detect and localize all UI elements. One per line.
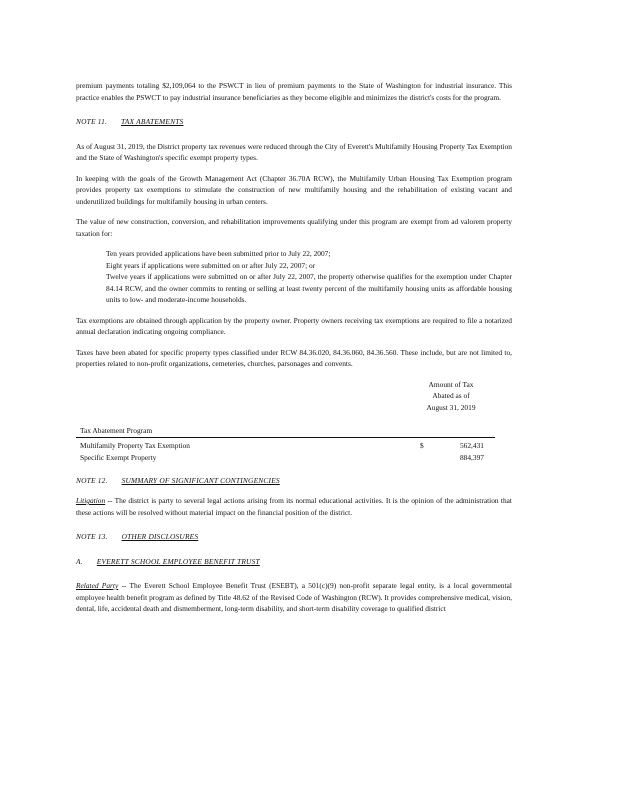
table-row-program: Specific Exempt Property	[80, 452, 157, 462]
bullet-square-icon	[88, 260, 95, 272]
table-row-amount: 884,397	[459, 452, 484, 462]
bullet-square-icon	[88, 271, 95, 283]
exemption-terms-list	[76, 248, 512, 306]
note-13-title: OTHER DISCLOSURES	[121, 532, 199, 541]
list-item: Twelve years if applications were submitted on or after July 22, 2007, the property otherwise qualifies for the exemption under Chapter 84.14 RCW, and the owner commits to renting or selling at least twenty percent of the multifamily housing units as affordable housing units to low- and moderate-income households.	[88, 271, 512, 306]
section-a-heading	[76, 556, 512, 568]
note-13-number: NOTE 13.	[76, 532, 108, 541]
note-11-paragraph-2: In keeping with the goals of the Growth Management Act (Chapter 36.70A RCW), the Multifamily Urban Housing Tax Exemption program provides property tax exemptions to stimulate the construction of new multifamily housing and the rehabilitation of existing vacant and underutilized buildings for multifamily housing in urban centers.	[76, 173, 512, 206]
note-13-paragraph: Related Party -- The Everett School Employee Benefit Trust (ESEBT), a 501(c)(9) non-profit separate legal entity, is a local governmental employee health benefit program as defined by Title 48.62 of the Revised Code of Washington (RCW). It provides comprehensive medical, vision, dental, life, accidental death and dismemberment, long-term disability, and short-term disability coverage to qualified district	[76, 581, 512, 613]
table-header-rule	[76, 437, 495, 438]
note-12-title: SUMMARY OF SIGNIFICANT CONTINGENCIES	[121, 475, 280, 485]
note-13-heading	[76, 531, 512, 543]
table-header-program: Tax Abatement Program	[80, 425, 153, 435]
section-a-letter: A.	[76, 556, 83, 566]
note-11-paragraph-1: As of August 31, 2019, the District property tax revenues were reduced through the City of Everett's Multifamily Housing Property Tax Exemption and the State of Washington's specific exempt property types.	[76, 141, 512, 162]
note-11-paragraph-3: The value of new construction, conversion, and rehabilitation improvements qualifying under this program are exempt from ad valorem property taxation for:	[76, 217, 512, 238]
note-11-title: TAX ABATEMENTS	[121, 117, 184, 126]
intro-paragraph: premium payments totaling $2,109,064 to the PSWCT in lieu of premium payments to the State of Washington for industrial insurance. This practice enables the PSWCT to pay industrial insurance beneficiaries as they become eligible and minimizes the district's costs for the program.	[76, 81, 512, 102]
table-row-program: Multifamily Property Tax Exemption	[80, 440, 190, 450]
note-12-heading	[76, 475, 512, 487]
litigation-lead: Litigation	[76, 496, 106, 505]
related-party-lead: Related Party	[76, 581, 119, 590]
document-page	[76, 80, 512, 615]
section-a-title: EVERETT SCHOOL EMPLOYEE BENEFIT TRUST	[96, 556, 260, 566]
table-header-amount: Amount of Tax Abated as of August 31, 2019	[426, 379, 476, 412]
list-item: Eight years if applications were submitted on or after July 22, 2007; or	[88, 260, 512, 272]
list-item: Ten years provided applications have been submitted prior to July 22, 2007;	[88, 248, 512, 260]
note-11-heading	[76, 116, 512, 128]
note-11-number: NOTE 11.	[76, 117, 108, 126]
note-12-paragraph: Litigation -- The district is party to several legal actions arising from its normal educational activities. It is the opinion of the administration that these actions will be resolved without material impact on the financial position of the district.	[76, 496, 512, 517]
note-12-number: NOTE 12.	[76, 475, 108, 485]
note-11-paragraph-4: Tax exemptions are obtained through application by the property owner. Property owners receiving tax exemptions are required to file a notarized annual declaration indicating ongoing compliance.	[76, 315, 512, 336]
note-11-paragraph-5: Taxes have been abated for specific property types classified under RCW 84.36.020, 84.36.060, 84.36.560. These include, but are not limited to, properties related to non-profit organizations, cemeteries, churches, parsonages and convents.	[76, 347, 512, 368]
currency-symbol: $	[420, 440, 424, 450]
tax-abatement-table: Amount of Tax Abated as of August 31, 2019 Tax Abatement Program Multifamily Property Tax Exemption $ 562,431 Specific Exempt Property 884,397	[76, 379, 512, 475]
bullet-square-icon	[88, 248, 95, 260]
